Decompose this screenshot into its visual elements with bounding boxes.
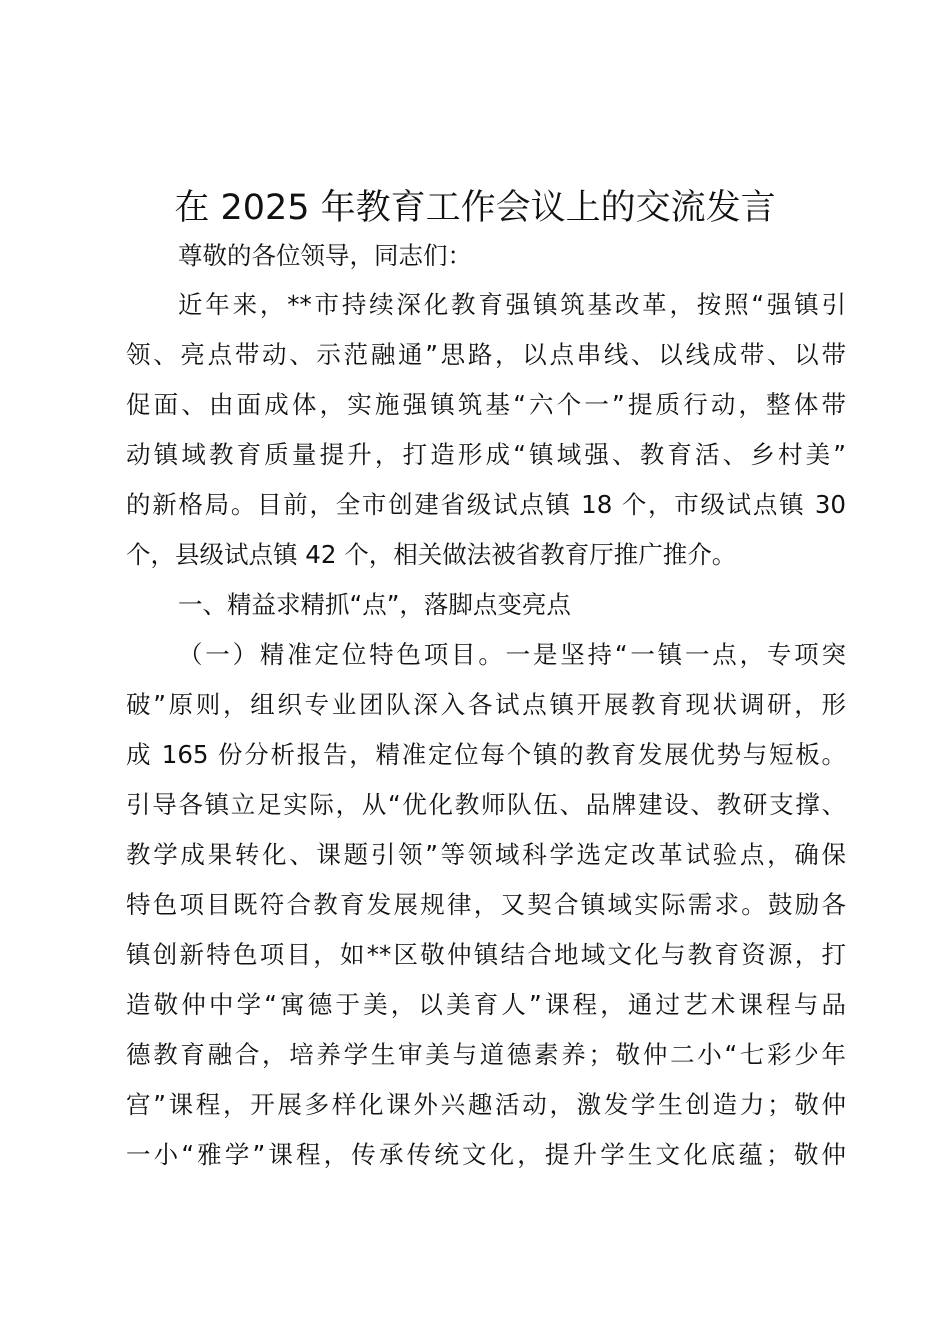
paragraph-line: （一）精准定位特色项目。一是坚持“一镇一点，专项突 [178, 640, 846, 669]
paragraph-line: 教学成果转化、课题引领”等领域科学选定改革试验点，确保 [126, 840, 846, 869]
section-heading: 一、精益求精抓“点”，落脚点变亮点 [178, 590, 571, 619]
paragraph-line: 促面、由面成体，实施强镇筑基“六个一”提质行动，整体带 [126, 390, 846, 419]
paragraph-line: 的新格局。目前，全市创建省级试点镇 18 个，市级试点镇 30 [126, 490, 846, 519]
paragraph-line: 引导各镇立足实际，从“优化教师队伍、品牌建设、教研支撑、 [126, 790, 846, 819]
paragraph-line: 领、亮点带动、示范融通”思路，以点串线、以线成带、以带 [126, 340, 846, 369]
paragraph-line: 近年来，**市持续深化教育强镇筑基改革，按照“强镇引 [178, 290, 846, 319]
paragraph-line: 宫”课程，开展多样化课外兴趣活动，激发学生创造力；敬仲 [126, 1090, 846, 1119]
salutation: 尊敬的各位领导，同志们： [178, 241, 472, 270]
paragraph-line: 破”原则，组织专业团队深入各试点镇开展教育现状调研，形 [126, 690, 846, 719]
paragraph-line: 镇创新特色项目，如**区敬仲镇结合地域文化与教育资源，打 [126, 940, 846, 969]
paragraph-line: 动镇域教育质量提升，打造形成“镇域强、教育活、乡村美” [126, 440, 846, 469]
paragraph-line: 成 165 份分析报告，精准定位每个镇的教育发展优势与短板。 [126, 740, 846, 769]
document-title: 在 2025 年教育工作会议上的交流发言 [174, 188, 776, 228]
paragraph-line: 德教育融合，培养学生审美与道德素养；敬仲二小“七彩少年 [126, 1040, 846, 1069]
paragraph-line: 造敬仲中学“寓德于美，以美育人”课程，通过艺术课程与品 [126, 990, 846, 1019]
paragraph-line: 一小“雅学”课程，传承传统文化，提升学生文化底蕴；敬仲 [126, 1140, 846, 1169]
paragraph-line: 个，县级试点镇 42 个，相关做法被省教育厅推广推介。 [126, 540, 737, 569]
paragraph-line: 特色项目既符合教育发展规律，又契合镇域实际需求。鼓励各 [126, 890, 846, 919]
